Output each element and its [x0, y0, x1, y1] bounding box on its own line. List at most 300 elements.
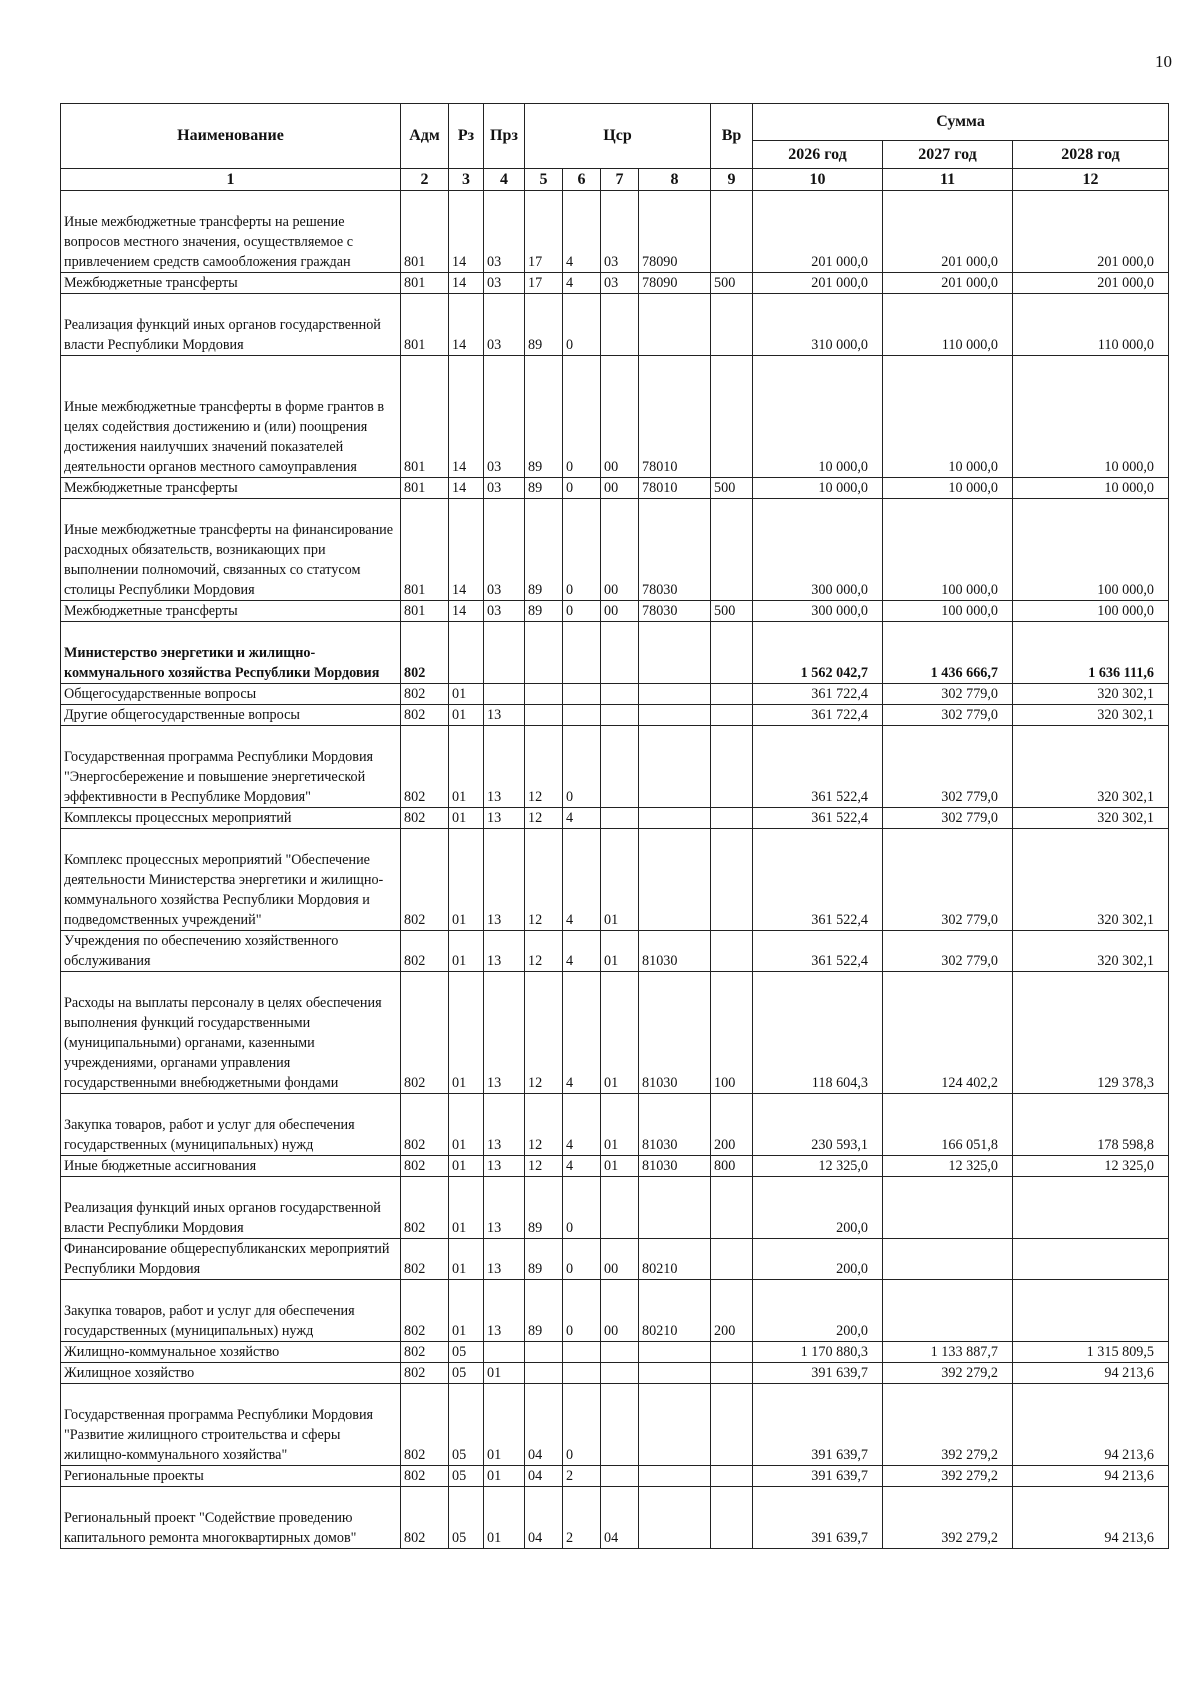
table-row	[61, 1363, 1169, 1384]
cell-csr-6: 4	[563, 1156, 601, 1177]
cell-rz: 05	[449, 1384, 484, 1466]
table-row	[61, 1239, 1169, 1280]
table-row	[61, 499, 1169, 601]
table-row	[61, 829, 1169, 931]
column-number: 10	[753, 169, 883, 191]
cell-2026: 10 000,0	[753, 478, 883, 499]
cell-prz: 01	[484, 1363, 525, 1384]
cell-name: Реализация функций иных органов государственной власти Республики Мордовия	[61, 1177, 401, 1239]
cell-adm: 802	[401, 1280, 449, 1342]
cell-2027: 10 000,0	[883, 356, 1013, 478]
header-prz: Прз	[484, 104, 525, 169]
cell-adm: 802	[401, 931, 449, 972]
cell-csr-5: 12	[525, 1156, 563, 1177]
cell-csr-7: 01	[601, 931, 639, 972]
cell-rz: 14	[449, 356, 484, 478]
cell-csr-7	[601, 1466, 639, 1487]
cell-name: Межбюджетные трансферты	[61, 601, 401, 622]
cell-2026: 361 522,4	[753, 726, 883, 808]
table-row	[61, 1384, 1169, 1466]
cell-name: Региональные проекты	[61, 1466, 401, 1487]
cell-2028	[1013, 1280, 1169, 1342]
header-year-2028: 2028 год	[1013, 141, 1169, 169]
cell-vr: 200	[711, 1094, 753, 1156]
table-row	[61, 1280, 1169, 1342]
cell-2026: 201 000,0	[753, 273, 883, 294]
cell-csr-8: 81030	[639, 1156, 711, 1177]
cell-prz: 13	[484, 829, 525, 931]
cell-csr-6: 0	[563, 294, 601, 356]
cell-csr-8: 81030	[639, 931, 711, 972]
cell-prz: 13	[484, 726, 525, 808]
cell-csr-5: 89	[525, 601, 563, 622]
cell-vr	[711, 726, 753, 808]
cell-prz: 03	[484, 273, 525, 294]
table-row	[61, 1156, 1169, 1177]
cell-csr-5: 89	[525, 1177, 563, 1239]
cell-2027: 166 051,8	[883, 1094, 1013, 1156]
table-row	[61, 191, 1169, 273]
cell-vr	[711, 499, 753, 601]
column-number: 12	[1013, 169, 1169, 191]
cell-csr-8: 78030	[639, 601, 711, 622]
cell-2028: 201 000,0	[1013, 191, 1169, 273]
cell-csr-7: 00	[601, 1239, 639, 1280]
cell-prz: 13	[484, 1280, 525, 1342]
table-row	[61, 273, 1169, 294]
cell-prz: 03	[484, 356, 525, 478]
cell-2026: 200,0	[753, 1239, 883, 1280]
cell-csr-8	[639, 1342, 711, 1363]
cell-vr	[711, 1239, 753, 1280]
cell-csr-7: 01	[601, 829, 639, 931]
table-row	[61, 478, 1169, 499]
cell-csr-7	[601, 622, 639, 684]
cell-adm: 801	[401, 478, 449, 499]
column-number: 3	[449, 169, 484, 191]
cell-rz: 01	[449, 1094, 484, 1156]
cell-name: Закупка товаров, работ и услуг для обеспечения государственных (муниципальных) нужд	[61, 1280, 401, 1342]
cell-csr-8: 78090	[639, 191, 711, 273]
cell-csr-8	[639, 726, 711, 808]
cell-csr-8	[639, 294, 711, 356]
cell-prz: 01	[484, 1384, 525, 1466]
cell-rz: 05	[449, 1363, 484, 1384]
cell-csr-8: 78090	[639, 273, 711, 294]
cell-vr: 200	[711, 1280, 753, 1342]
cell-rz: 01	[449, 808, 484, 829]
cell-2026: 391 639,7	[753, 1487, 883, 1549]
cell-name: Закупка товаров, работ и услуг для обеспечения государственных (муниципальных) нужд	[61, 1094, 401, 1156]
cell-csr-5	[525, 684, 563, 705]
column-number: 2	[401, 169, 449, 191]
cell-csr-7	[601, 705, 639, 726]
cell-prz: 13	[484, 1177, 525, 1239]
cell-csr-6: 0	[563, 478, 601, 499]
cell-adm: 802	[401, 1156, 449, 1177]
header-adm: Адм	[401, 104, 449, 169]
cell-csr-7	[601, 294, 639, 356]
cell-prz: 13	[484, 1094, 525, 1156]
cell-prz: 13	[484, 1156, 525, 1177]
cell-2028: 94 213,6	[1013, 1384, 1169, 1466]
cell-csr-6: 2	[563, 1487, 601, 1549]
cell-csr-8: 78010	[639, 356, 711, 478]
cell-vr	[711, 808, 753, 829]
cell-prz: 03	[484, 478, 525, 499]
cell-2027	[883, 1280, 1013, 1342]
cell-csr-6: 0	[563, 1177, 601, 1239]
cell-vr	[711, 705, 753, 726]
cell-rz: 01	[449, 684, 484, 705]
cell-vr	[711, 1363, 753, 1384]
cell-2027	[883, 1239, 1013, 1280]
cell-csr-8	[639, 1177, 711, 1239]
table-row	[61, 972, 1169, 1094]
column-number-row	[61, 169, 1169, 191]
column-number: 4	[484, 169, 525, 191]
cell-2027: 302 779,0	[883, 705, 1013, 726]
cell-name: Финансирование общереспубликанских мероприятий Республики Мордовия	[61, 1239, 401, 1280]
cell-csr-8	[639, 829, 711, 931]
cell-adm: 802	[401, 622, 449, 684]
cell-vr: 500	[711, 601, 753, 622]
cell-name: Комплекс процессных мероприятий "Обеспечение деятельности Министерства энергетики и жилищно-коммунального хозяйства Республики Мордовия и подведомственных учреждений"	[61, 829, 401, 931]
cell-adm: 802	[401, 1487, 449, 1549]
cell-csr-5	[525, 705, 563, 726]
table-row	[61, 622, 1169, 684]
cell-adm: 801	[401, 601, 449, 622]
cell-csr-7: 00	[601, 1280, 639, 1342]
cell-csr-7	[601, 1363, 639, 1384]
cell-csr-6: 4	[563, 829, 601, 931]
cell-2026: 391 639,7	[753, 1466, 883, 1487]
cell-csr-6	[563, 1342, 601, 1363]
cell-csr-7: 01	[601, 1094, 639, 1156]
cell-csr-8	[639, 622, 711, 684]
cell-2027: 392 279,2	[883, 1466, 1013, 1487]
cell-csr-5: 89	[525, 294, 563, 356]
cell-adm: 802	[401, 1094, 449, 1156]
cell-csr-5: 12	[525, 808, 563, 829]
cell-prz: 13	[484, 931, 525, 972]
cell-2027: 392 279,2	[883, 1363, 1013, 1384]
column-number: 9	[711, 169, 753, 191]
cell-2028: 320 302,1	[1013, 705, 1169, 726]
table-row	[61, 601, 1169, 622]
cell-csr-5: 17	[525, 273, 563, 294]
cell-adm: 801	[401, 356, 449, 478]
cell-csr-7	[601, 1177, 639, 1239]
cell-2028: 94 213,6	[1013, 1363, 1169, 1384]
column-number: 1	[61, 169, 401, 191]
cell-name: Иные бюджетные ассигнования	[61, 1156, 401, 1177]
cell-2028	[1013, 1177, 1169, 1239]
cell-2027: 1 133 887,7	[883, 1342, 1013, 1363]
cell-rz: 14	[449, 191, 484, 273]
column-number: 5	[525, 169, 563, 191]
cell-csr-8: 81030	[639, 972, 711, 1094]
cell-csr-5: 89	[525, 356, 563, 478]
cell-csr-5: 17	[525, 191, 563, 273]
table-header	[61, 104, 1169, 191]
cell-vr: 100	[711, 972, 753, 1094]
cell-rz: 01	[449, 1280, 484, 1342]
cell-csr-6	[563, 705, 601, 726]
cell-2026: 300 000,0	[753, 601, 883, 622]
table-row	[61, 684, 1169, 705]
cell-vr: 800	[711, 1156, 753, 1177]
table-row	[61, 726, 1169, 808]
cell-name: Расходы на выплаты персоналу в целях обеспечения выполнения функций государственными (муниципальными) органами, казенными учреждениями, органами управления государственными внебюджетными фондами	[61, 972, 401, 1094]
cell-name: Жилищно-коммунальное хозяйство	[61, 1342, 401, 1363]
cell-adm: 802	[401, 1177, 449, 1239]
cell-2027: 302 779,0	[883, 829, 1013, 931]
cell-2027: 302 779,0	[883, 726, 1013, 808]
cell-vr	[711, 1466, 753, 1487]
cell-csr-5	[525, 1342, 563, 1363]
cell-vr	[711, 1384, 753, 1466]
cell-csr-7: 00	[601, 478, 639, 499]
cell-name: Министерство энергетики и жилищно-коммунального хозяйства Республики Мордовия	[61, 622, 401, 684]
cell-2027: 302 779,0	[883, 684, 1013, 705]
cell-name: Межбюджетные трансферты	[61, 478, 401, 499]
header-name: Наименование	[61, 104, 401, 169]
cell-rz: 14	[449, 294, 484, 356]
cell-csr-7: 03	[601, 273, 639, 294]
cell-csr-8	[639, 1363, 711, 1384]
cell-adm: 802	[401, 808, 449, 829]
cell-2027: 201 000,0	[883, 191, 1013, 273]
cell-csr-7: 00	[601, 499, 639, 601]
cell-2027: 12 325,0	[883, 1156, 1013, 1177]
cell-rz: 14	[449, 478, 484, 499]
table-row	[61, 1466, 1169, 1487]
cell-name: Другие общегосударственные вопросы	[61, 705, 401, 726]
header-rz: Рз	[449, 104, 484, 169]
cell-2027: 100 000,0	[883, 499, 1013, 601]
cell-csr-5	[525, 622, 563, 684]
cell-csr-6: 0	[563, 356, 601, 478]
cell-csr-5	[525, 1363, 563, 1384]
cell-2027: 10 000,0	[883, 478, 1013, 499]
cell-adm: 801	[401, 499, 449, 601]
cell-adm: 802	[401, 684, 449, 705]
cell-name: Комплексы процессных мероприятий	[61, 808, 401, 829]
cell-adm: 801	[401, 294, 449, 356]
header-vr: Вр	[711, 104, 753, 169]
cell-adm: 802	[401, 1363, 449, 1384]
table-row	[61, 1487, 1169, 1549]
cell-adm: 802	[401, 705, 449, 726]
cell-2027: 201 000,0	[883, 273, 1013, 294]
cell-prz: 03	[484, 499, 525, 601]
cell-csr-6: 0	[563, 1280, 601, 1342]
cell-2026: 200,0	[753, 1177, 883, 1239]
cell-prz: 01	[484, 1466, 525, 1487]
cell-rz: 14	[449, 499, 484, 601]
cell-adm: 802	[401, 829, 449, 931]
cell-adm: 801	[401, 273, 449, 294]
cell-name: Общегосударственные вопросы	[61, 684, 401, 705]
cell-csr-6: 4	[563, 972, 601, 1094]
cell-csr-7	[601, 1384, 639, 1466]
table-row	[61, 931, 1169, 972]
cell-2028	[1013, 1239, 1169, 1280]
cell-csr-6: 2	[563, 1466, 601, 1487]
cell-2028: 100 000,0	[1013, 601, 1169, 622]
cell-2028: 320 302,1	[1013, 726, 1169, 808]
cell-csr-7	[601, 726, 639, 808]
cell-csr-5: 12	[525, 931, 563, 972]
cell-2027: 302 779,0	[883, 808, 1013, 829]
cell-name: Региональный проект "Содействие проведению капитального ремонта многоквартирных домов"	[61, 1487, 401, 1549]
cell-csr-6	[563, 1363, 601, 1384]
cell-2028: 129 378,3	[1013, 972, 1169, 1094]
cell-rz: 05	[449, 1466, 484, 1487]
cell-csr-6	[563, 622, 601, 684]
cell-csr-6: 4	[563, 273, 601, 294]
cell-2026: 310 000,0	[753, 294, 883, 356]
cell-rz: 01	[449, 726, 484, 808]
cell-csr-8: 81030	[639, 1094, 711, 1156]
cell-vr: 500	[711, 273, 753, 294]
column-number: 8	[639, 169, 711, 191]
cell-2027	[883, 1177, 1013, 1239]
cell-rz: 05	[449, 1487, 484, 1549]
cell-2026: 230 593,1	[753, 1094, 883, 1156]
cell-csr-7	[601, 808, 639, 829]
cell-2028: 100 000,0	[1013, 499, 1169, 601]
cell-csr-6: 0	[563, 726, 601, 808]
cell-csr-5: 89	[525, 478, 563, 499]
cell-2026: 1 170 880,3	[753, 1342, 883, 1363]
cell-rz: 14	[449, 273, 484, 294]
cell-csr-8: 78010	[639, 478, 711, 499]
cell-csr-7: 04	[601, 1487, 639, 1549]
cell-csr-7	[601, 1342, 639, 1363]
cell-2026: 200,0	[753, 1280, 883, 1342]
table-row	[61, 1177, 1169, 1239]
cell-csr-6: 4	[563, 1094, 601, 1156]
cell-csr-5: 12	[525, 1094, 563, 1156]
cell-csr-7	[601, 684, 639, 705]
cell-vr	[711, 1487, 753, 1549]
cell-adm: 802	[401, 1384, 449, 1466]
cell-2028: 320 302,1	[1013, 684, 1169, 705]
cell-2027: 392 279,2	[883, 1487, 1013, 1549]
cell-2028: 94 213,6	[1013, 1466, 1169, 1487]
cell-csr-6: 4	[563, 931, 601, 972]
cell-prz: 01	[484, 1487, 525, 1549]
cell-2027: 124 402,2	[883, 972, 1013, 1094]
cell-rz: 01	[449, 1239, 484, 1280]
cell-name: Жилищное хозяйство	[61, 1363, 401, 1384]
column-number: 11	[883, 169, 1013, 191]
cell-csr-8	[639, 808, 711, 829]
cell-adm: 802	[401, 1466, 449, 1487]
cell-vr	[711, 191, 753, 273]
cell-csr-5: 12	[525, 972, 563, 1094]
cell-name: Государственная программа Республики Мордовия "Развитие жилищного строительства и сферы жилищно-коммунального хозяйства"	[61, 1384, 401, 1466]
cell-2028: 1 315 809,5	[1013, 1342, 1169, 1363]
cell-csr-6: 0	[563, 1239, 601, 1280]
cell-name: Межбюджетные трансферты	[61, 273, 401, 294]
cell-prz	[484, 1342, 525, 1363]
cell-csr-7: 01	[601, 972, 639, 1094]
cell-csr-7: 03	[601, 191, 639, 273]
cell-vr	[711, 829, 753, 931]
cell-vr	[711, 931, 753, 972]
cell-rz: 01	[449, 829, 484, 931]
cell-csr-8	[639, 1466, 711, 1487]
cell-adm: 802	[401, 1342, 449, 1363]
cell-2026: 118 604,3	[753, 972, 883, 1094]
page-number: 10	[1155, 52, 1172, 71]
cell-csr-6: 0	[563, 601, 601, 622]
cell-prz: 03	[484, 191, 525, 273]
cell-vr	[711, 294, 753, 356]
cell-name: Иные межбюджетные трансферты на решение вопросов местного значения, осуществляемое с привлечением средств самообложения граждан	[61, 191, 401, 273]
table-row	[61, 808, 1169, 829]
cell-2026: 391 639,7	[753, 1363, 883, 1384]
cell-csr-6: 4	[563, 808, 601, 829]
cell-csr-8	[639, 684, 711, 705]
cell-csr-5: 04	[525, 1487, 563, 1549]
cell-2028: 201 000,0	[1013, 273, 1169, 294]
cell-2028: 320 302,1	[1013, 808, 1169, 829]
cell-prz: 13	[484, 705, 525, 726]
cell-vr	[711, 356, 753, 478]
cell-csr-6: 0	[563, 1384, 601, 1466]
cell-csr-8: 78030	[639, 499, 711, 601]
cell-csr-6	[563, 684, 601, 705]
cell-prz: 03	[484, 601, 525, 622]
cell-rz: 01	[449, 1177, 484, 1239]
cell-2027: 302 779,0	[883, 931, 1013, 972]
cell-2028: 94 213,6	[1013, 1487, 1169, 1549]
cell-adm: 802	[401, 972, 449, 1094]
cell-rz: 01	[449, 931, 484, 972]
cell-rz: 05	[449, 1342, 484, 1363]
cell-vr	[711, 1342, 753, 1363]
cell-adm: 802	[401, 726, 449, 808]
cell-csr-5: 04	[525, 1466, 563, 1487]
cell-2026: 201 000,0	[753, 191, 883, 273]
cell-name: Иные межбюджетные трансферты на финансирование расходных обязательств, возникающих при выполнении полномочий, связанных со статусом столицы Республики Мордовия	[61, 499, 401, 601]
cell-name: Реализация функций иных органов государственной власти Республики Мордовия	[61, 294, 401, 356]
cell-2027: 110 000,0	[883, 294, 1013, 356]
table-row	[61, 294, 1169, 356]
cell-rz: 01	[449, 1156, 484, 1177]
cell-2026: 361 522,4	[753, 829, 883, 931]
cell-2028: 1 636 111,6	[1013, 622, 1169, 684]
cell-csr-8	[639, 1487, 711, 1549]
table-row	[61, 356, 1169, 478]
cell-vr	[711, 684, 753, 705]
cell-vr	[711, 1177, 753, 1239]
cell-rz: 01	[449, 972, 484, 1094]
cell-csr-7: 00	[601, 356, 639, 478]
table-body	[61, 191, 1169, 1549]
cell-2027: 100 000,0	[883, 601, 1013, 622]
cell-prz: 03	[484, 294, 525, 356]
column-number: 7	[601, 169, 639, 191]
cell-rz: 01	[449, 705, 484, 726]
cell-2028: 10 000,0	[1013, 478, 1169, 499]
cell-2028: 12 325,0	[1013, 1156, 1169, 1177]
cell-csr-8: 80210	[639, 1280, 711, 1342]
